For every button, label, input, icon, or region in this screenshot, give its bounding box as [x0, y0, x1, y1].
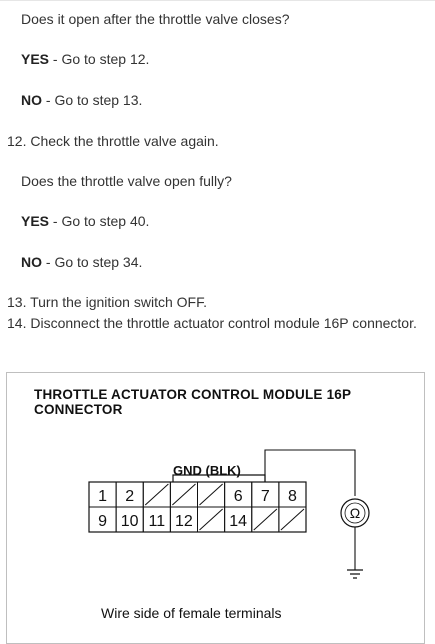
terminal-number: 9 — [98, 513, 108, 530]
figure-caption: Wire side of female terminals — [101, 605, 282, 621]
terminal-number: 8 — [287, 488, 297, 505]
empty-cavity-mark — [254, 509, 277, 530]
terminal-number: 2 — [125, 488, 135, 505]
answer-yes-2: YES - Go to step 40. — [21, 213, 150, 229]
question-throttle-fully: Does the throttle valve open fully? — [21, 173, 232, 189]
empty-cavity-mark — [200, 484, 223, 505]
terminal-number: 6 — [233, 488, 243, 505]
connector-diagram — [7, 373, 425, 644]
answer-yes-1: YES - Go to step 12. — [21, 51, 150, 67]
step-14: 14. Disconnect the throttle actuator control module 16P connector. — [7, 315, 417, 331]
gnd-label: GND (BLK) — [173, 463, 241, 478]
empty-cavity-mark — [281, 509, 304, 530]
empty-cavity-mark — [172, 484, 195, 505]
terminal-number: 14 — [229, 513, 248, 530]
connector-bottom-row — [89, 507, 306, 532]
terminal-number: 7 — [260, 488, 270, 505]
figure-title: THROTTLE ACTUATOR CONTROL MODULE 16P CONNECTOR — [34, 387, 352, 417]
answer-no-1: NO - Go to step 13. — [21, 92, 143, 108]
ohm-symbol: Ω — [349, 505, 361, 521]
terminal-number: 12 — [175, 513, 193, 530]
terminal-number: 11 — [148, 513, 166, 530]
question-throttle-open: Does it open after the throttle valve closes? — [21, 11, 290, 27]
step-13: 13. Turn the ignition switch OFF. — [7, 294, 207, 310]
empty-cavity-mark — [200, 509, 223, 530]
terminal-number: 10 — [120, 513, 139, 530]
top-divider — [0, 0, 435, 1]
ground-icon — [347, 570, 363, 578]
terminal-number: 1 — [98, 488, 108, 505]
answer-no-2: NO - Go to step 34. — [21, 254, 143, 270]
connector-top-row — [89, 482, 306, 507]
connector-figure — [6, 372, 425, 644]
empty-cavity-mark — [145, 484, 168, 505]
step-12: 12. Check the throttle valve again. — [7, 133, 219, 149]
